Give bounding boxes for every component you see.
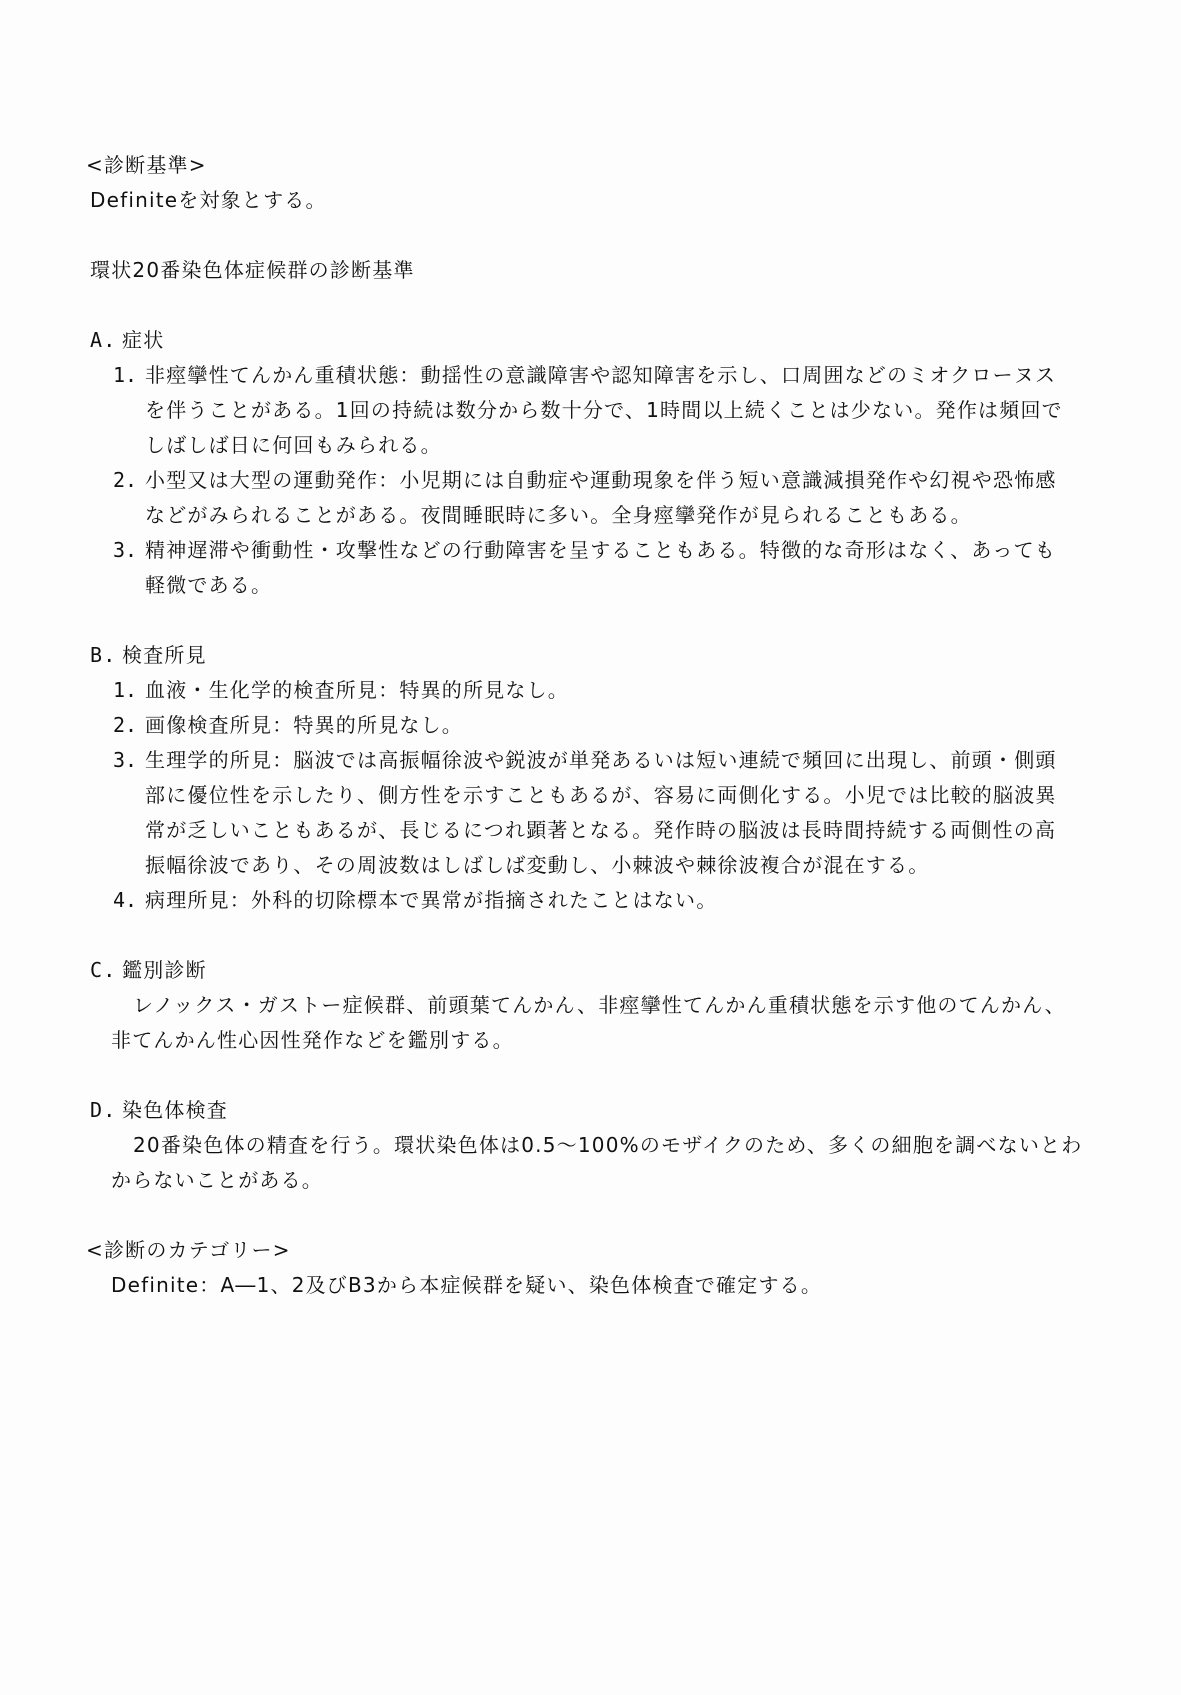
item-line: 振幅徐波であり、その周波数はしばしば変動し、小棘波や棘徐波複合が混在する。	[145, 853, 930, 877]
item-number: 2.	[113, 468, 138, 492]
document-title: 環状20番染色体症候群の診断基準	[90, 258, 415, 282]
item-number: 1.	[113, 363, 138, 387]
section-c-line: 非てんかん性心因性発作などを鑑別する。	[111, 1028, 514, 1052]
section-a-heading: 症状	[122, 328, 165, 352]
section-a-label: A.	[90, 328, 117, 352]
section-d-heading: 染色体検査	[122, 1098, 228, 1122]
section-d-line: からないことがある。	[111, 1168, 323, 1192]
item-line: 部に優位性を示したり、側方性を示すこともあるが、容易に両側化する。小児では比較的脳波異	[145, 783, 1057, 807]
section-b-heading: 検査所見	[122, 643, 207, 667]
item-line: 病理所見：外科的切除標本で異常が指摘されたことはない。	[145, 888, 718, 912]
item-line: しばしば日に何回もみられる。	[145, 433, 442, 457]
item-line: 常が乏しいこともあるが、長じるにつれ顕著となる。発作時の脳波は長時間持続する両側性の高	[145, 818, 1057, 842]
section-c-line: レノックス・ガストー症候群、前頭葉てんかん、非痙攣性てんかん重積状態を示す他のてんかん、	[133, 993, 1066, 1017]
scope-statement: Definiteを対象とする。	[90, 188, 327, 212]
section-b-label: B.	[90, 643, 117, 667]
section-d-label: D.	[90, 1098, 117, 1122]
item-line: を伴うことがある。1回の持続は数分から数十分で、1時間以上続くことは少ない。発作は頻回で	[145, 398, 1063, 422]
section-d-line: 20番染色体の精査を行う。環状染色体は0.5～100%のモザイクのため、多くの細胞を調べないとわ	[133, 1133, 1083, 1157]
item-number: 3.	[113, 538, 138, 562]
item-number: 2.	[113, 713, 138, 737]
section-c-label: C.	[90, 958, 117, 982]
item-number: 4.	[113, 888, 138, 912]
item-line: 小型又は大型の運動発作：小児期には自動症や運動現象を伴う短い意識減損発作や幻視や恐怖感	[145, 468, 1057, 492]
criteria-heading: <診断基準>	[86, 153, 207, 177]
item-number: 1.	[113, 678, 138, 702]
item-line: 非痙攣性てんかん重積状態：動揺性の意識障害や認知障害を示し、口周囲などのミオクローヌス	[145, 363, 1057, 387]
item-line: 精神遅滞や衝動性・攻撃性などの行動障害を呈することもある。特徴的な奇形はなく、あっても	[145, 538, 1056, 562]
item-line: 生理学的所見：脳波では高振幅徐波や鋭波が単発あるいは短い連続で頻回に出現し、前頭・側頭	[145, 748, 1057, 772]
item-line: などがみられることがある。夜間睡眠時に多い。全身痙攣発作が見られることもある。	[145, 503, 972, 527]
item-line: 軽微である。	[145, 573, 273, 597]
item-line: 血液・生化学的検査所見：特異的所見なし。	[145, 678, 569, 702]
category-text: Definite：A―1、2及びB3から本症候群を疑い、染色体検査で確定する。	[111, 1273, 823, 1297]
category-heading: <診断のカテゴリー>	[86, 1238, 291, 1262]
item-number: 3.	[113, 748, 138, 772]
section-c-heading: 鑑別診断	[122, 958, 207, 982]
item-line: 画像検査所見：特異的所見なし。	[145, 713, 463, 737]
